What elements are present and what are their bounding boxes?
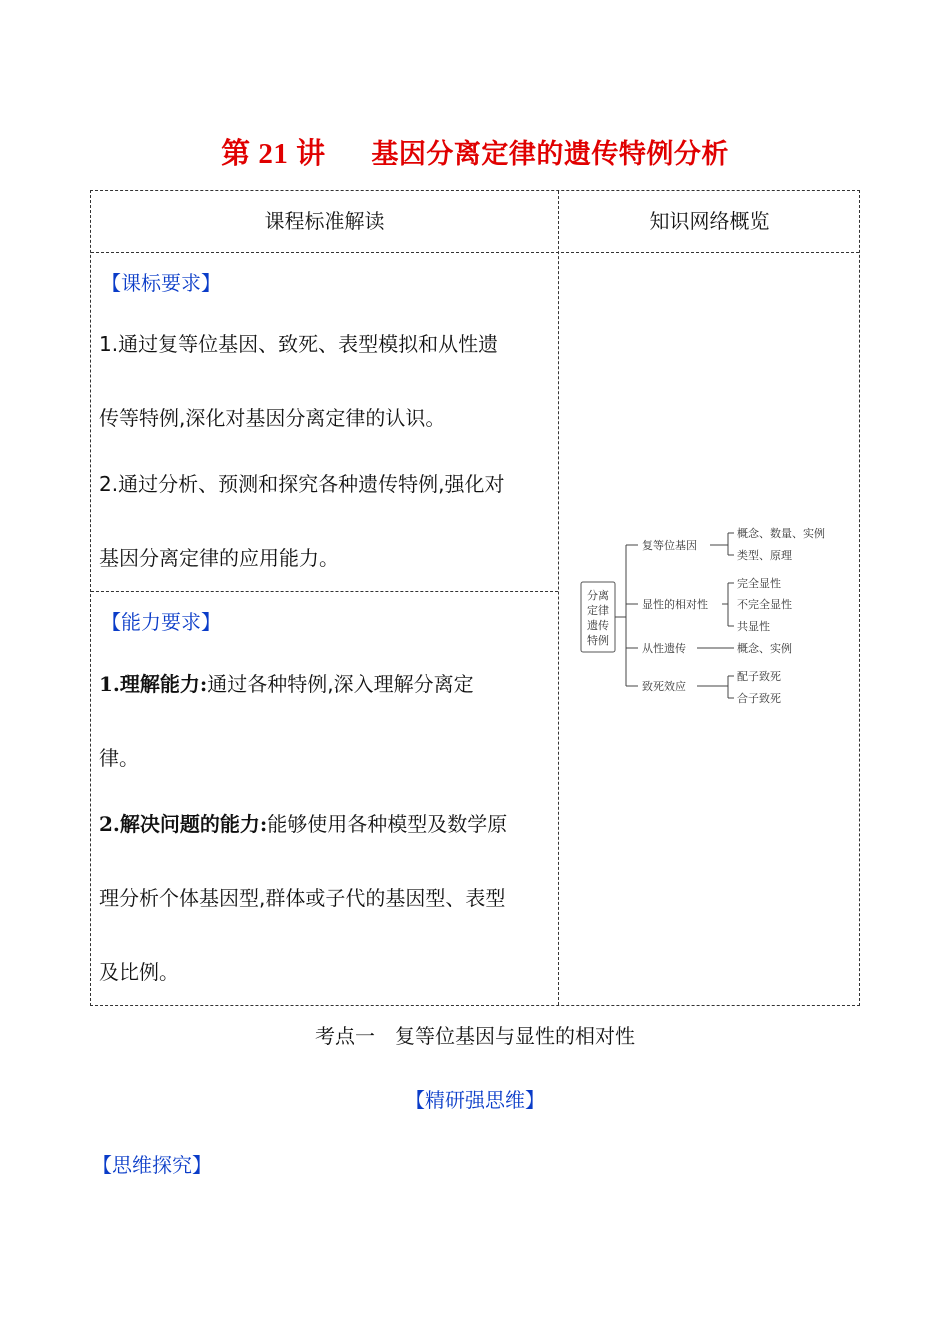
ability-item-2-text: 能够使用各种模型及数学原	[267, 812, 508, 836]
siwei-heading: 【思维探究】	[92, 1153, 212, 1177]
branch-sex-influenced: 从性遗传	[642, 642, 686, 655]
standard-line-1: 1.通过复等位基因、致死、表型模拟和从性遗	[99, 332, 499, 356]
page-title	[0, 131, 950, 172]
leaf-gamete-lethal: 配子致死	[737, 670, 781, 683]
leaf-codominance: 共显性	[737, 620, 770, 633]
jingyan-heading: 【精研强思维】	[405, 1088, 545, 1112]
standard-line-4: 基因分离定律的应用能力。	[99, 546, 339, 570]
root-line-3: 遗传	[587, 619, 609, 632]
standard-label: 【课标要求】	[101, 271, 221, 295]
branch-multiple-alleles: 复等位基因	[642, 539, 697, 552]
branch-dominance-relativity: 显性的相对性	[642, 598, 708, 611]
leaf-type-principle: 类型、原理	[737, 549, 792, 562]
knowledge-mindmap	[580, 520, 850, 715]
leaf-zygote-lethal: 合子致死	[737, 692, 781, 705]
root-line-4: 特例	[587, 634, 609, 647]
ability-item-1	[99, 647, 551, 721]
standard-line-3: 2.通过分析、预测和探究各种遗传特例,强化对	[99, 472, 505, 496]
left-header: 课程标准解读	[264, 209, 385, 233]
root-line-2: 定律	[587, 604, 609, 617]
branch-lethal-effect: 致死效应	[642, 680, 686, 693]
leaf-concept-number-example: 概念、数量、实例	[737, 527, 825, 540]
ability-item-1-cont: 律。	[99, 746, 139, 770]
ability-item-2-end: 及比例。	[99, 960, 179, 984]
ability-item-1-title: 1.理解能力:	[99, 672, 208, 696]
root-line-1: 分离	[587, 589, 609, 602]
ability-label: 【能力要求】	[101, 610, 221, 634]
ability-item-2-title: 2.解决问题的能力:	[99, 812, 268, 836]
ability-item-2-cont: 理分析个体基因型,群体或子代的基因型、表型	[99, 886, 506, 910]
kaodian-heading: 考点一 复等位基因与显性的相对性	[315, 1024, 635, 1048]
lecture-number: 第 21 讲	[221, 138, 326, 170]
lecture-title: 基因分离定律的遗传特例分析	[371, 139, 729, 170]
ability-item-2	[99, 787, 551, 861]
leaf-incomplete-dominance: 不完全显性	[737, 598, 792, 611]
leaf-complete-dominance: 完全显性	[737, 577, 781, 590]
standard-line-2: 传等特例,深化对基因分离定律的认识。	[99, 406, 446, 430]
leaf-concept-example: 概念、实例	[737, 642, 792, 655]
ability-item-1-text: 通过各种特例,深入理解分离定	[207, 672, 474, 696]
right-header: 知识网络概览	[649, 209, 770, 233]
